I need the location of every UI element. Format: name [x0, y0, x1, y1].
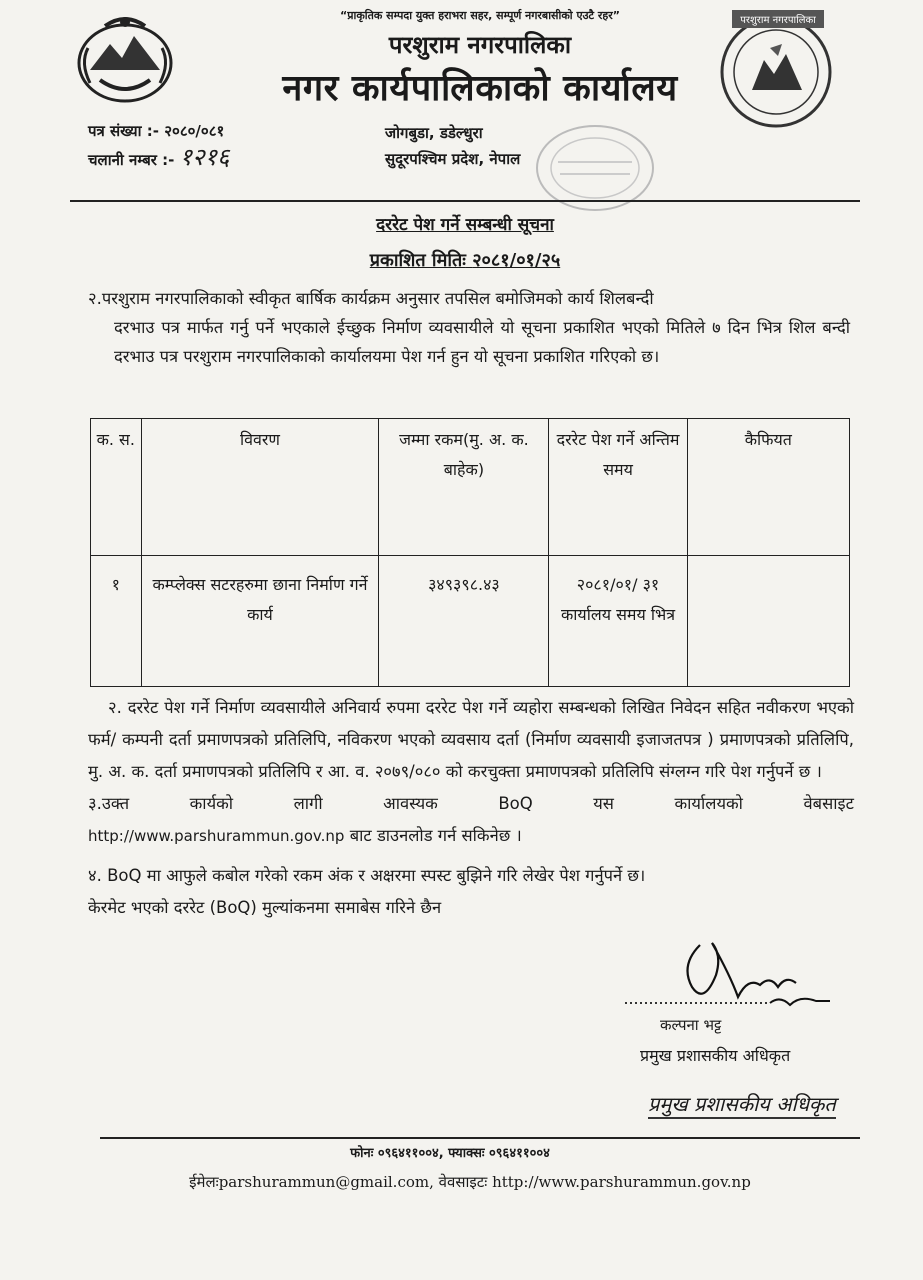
col-description: विवरण [141, 419, 379, 556]
header-divider [70, 200, 860, 202]
tender-table [90, 418, 850, 687]
table-header-row [91, 419, 850, 556]
signatory-name: कल्पना भट्ट [660, 1016, 722, 1034]
ref-number: २०८०/०८१ [164, 122, 225, 140]
signatory-stamp: प्रमुख प्रशासकीय अधिकृत [648, 1090, 836, 1119]
address-line-1: जोगबुडा, डडेल्धुरा [385, 124, 483, 142]
office-title: नगर कार्यपालिकाको कार्यालय [282, 68, 678, 109]
dispatch-label: चलानी नम्बर :- [88, 151, 175, 169]
notice-title: दररेट पेश गर्ने सम्बन्धी सूचना [376, 215, 554, 235]
notice-paragraph-4-line-2: केरमेट भएको दररेट (BoQ) मुल्यांकनमा समाबेस गरिने छैन [88, 898, 442, 917]
row-description: कम्प्लेक्स सटरहरुमा छाना निर्माण गर्ने कार्य [141, 556, 379, 687]
office-stamp-icon [530, 118, 660, 218]
reference-block [88, 118, 230, 173]
footer-contact: ईमेलःparshurammun@gmail.com, वेवसाइटः http://www.parshurammun.gov.np [189, 1173, 751, 1191]
notice-paragraph-1 [88, 284, 850, 371]
notice-body [88, 692, 854, 924]
para3-word: आवस्यक [383, 794, 438, 813]
col-deadline: दररेट पेश गर्ने अन्तिम समय [549, 419, 687, 556]
para3-word: ३.उक्त [88, 794, 130, 813]
para3-tail: बाट डाउनलोड गर्न सकिनेछ । [349, 826, 522, 845]
published-label: प्रकाशित मितिः [369, 250, 466, 271]
para3-word: कार्यको [189, 794, 234, 813]
notice-paragraph-2: २. दररेट पेश गर्ने निर्माण व्यवसायीले अनिवार्य रुपमा दररेट पेश गर्ने व्यहोरा सम्बन्धको लिखित निवेदन सहित नवीकरण भएको फर्म/ कम्पनी दर्ता प्रमाणपत्रको प्रतिलिपि, नविकरण भएको व्यवसाय दर्ता (निर्माण व्यवसायी इजाजतपत्र ) प्रमाणपत्रको प्रतिलिपि, मु. अ. क. दर्ता प्रमाणपत्रको प्रतिलिपि र आ. व. २०७९/०८० को करचुक्ता प्रमाणपत्रको प्रतिलिपि संग्लग्न गरि पेश गर्नुपर्ने छ । [88, 698, 854, 781]
para3-word: कार्यालयको [674, 794, 743, 813]
col-sn: क. स. [91, 419, 142, 556]
published-date [300, 248, 630, 272]
seal-label: परशुराम नगरपालिका [740, 15, 816, 26]
para3-word: लागी [293, 794, 323, 813]
row-remarks [687, 556, 849, 687]
para3-second-line [88, 820, 854, 852]
row-sn: १ [91, 556, 142, 687]
signature-icon [620, 925, 840, 1035]
dispatch-number: १२१६ [179, 143, 230, 171]
notice-paragraph-4: ४. BoQ मा आफुले कबोल गरेको रकम अंक र अक्षरमा स्पस्ट बुझिने गरि लेखेर पेश गर्नुपर्ने छ। [88, 866, 646, 885]
para3-word: वेबसाइट [803, 794, 854, 813]
published-date-value: २०८१/०१/२५ [472, 250, 561, 271]
website-link[interactable]: http://www.parshurammun.gov.np [88, 827, 345, 845]
ref-label: पत्र संख्या :- [88, 122, 159, 140]
col-amount: जम्मा रकम(मु. अ. क. बाहेक) [379, 419, 549, 556]
row-deadline: २०८१/०१/ ३१ कार्यालय समय भित्र [549, 556, 687, 687]
municipality-name: परशुराम नगरपालिका [388, 31, 572, 59]
para3-word: यस [593, 794, 614, 813]
footer-divider [100, 1137, 860, 1139]
address-block [385, 120, 520, 172]
municipality-seal-icon [712, 4, 840, 132]
col-remarks: कैफियत [687, 419, 849, 556]
footer-phone: फोनः ०९६४११००४, फ्याक्सः ०९६४११००४ [350, 1146, 550, 1161]
address-line-2: सुदूरपश्चिम प्रदेश, नेपाल [385, 150, 521, 168]
para1-rest: दरभाउ पत्र मार्फत गर्नु पर्ने भएकाले ईच्छुक निर्माण व्यवसायीले यो सूचना प्रकाशित भएको मितिले ७ दिन भित्र शिल बन्दी दरभाउ पत्र परशुराम नगरपालिकाको कार्यालयमा पेश गर्न हुन यो सूचना प्रकाशित गरिएको छ। [114, 318, 850, 366]
slogan: “प्राकृतिक सम्पदा युक्त हराभरा सहर, सम्पूर्ण नगरबासीको एउटै रहर” [339, 9, 621, 22]
para3-word: BoQ [498, 794, 533, 813]
table-row [91, 556, 850, 687]
para1-first-line: २.परशुराम नगरपालिकाको स्वीकृत बार्षिक कार्यक्रम अनुसार तपसिल बमोजिमको कार्य शिलबन्दी [88, 289, 654, 308]
row-amount: ३४९३९८.४३ [379, 556, 549, 687]
signatory-title: प्रमुख प्रशासकीय अधिकृत [640, 1046, 791, 1065]
notice-paragraph-3 [88, 788, 854, 820]
nepal-emblem-icon [70, 8, 180, 108]
